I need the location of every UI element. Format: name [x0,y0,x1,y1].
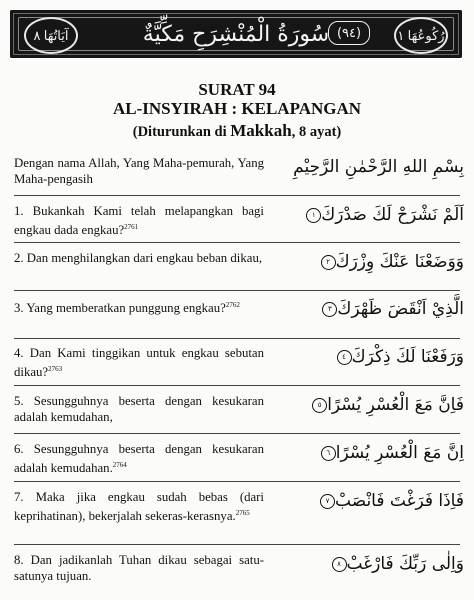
verse-divider [14,385,460,386]
basmalah-arabic: بِسْمِ اللهِ الرَّحْمٰنِ الرَّحِيْمِ [293,157,464,177]
verse-translation [14,393,264,425]
verse-divider [14,290,460,291]
ayah-count-emblem: آيَاتُهَا ٨ [24,17,78,54]
ayah-end-marker: ٨ [332,557,347,572]
surah-number-heading: SURAT 94 [198,80,276,99]
verse-arabic-text: وَاِلٰى رَبِّكَ فَارْغَبْ [346,554,464,574]
verse-divider [14,338,460,339]
verse-arabic-text: اَلَمْ نَشْرَحْ لَكَ صَدْرَكَ [321,205,464,225]
verse-translation-text: 8. Dan jadikanlah Tuhan dikau sebagai satu-satunya tujuan. [14,553,264,583]
ayah-end-marker: ٥ [312,398,327,413]
verse-divider [14,195,460,196]
verse-translation [14,552,264,584]
verse-arabic-text: وَرَفَعْنَا لَكَ ذِكْرَكَ [351,347,464,367]
verse-arabic [274,250,464,274]
verse-arabic-text: اِنَّ مَعَ الْعُسْرِ يُسْرًا [335,443,464,463]
verse-translation-text: 5. Sesungguhnya beserta dengan kesukaran adalah kemudahan, [14,394,264,424]
verse-translation [14,250,264,266]
verse-translation-text: 7. Maka jika engkau sudah bebas (dari keprihatinan), bekerjalah sekeras-kerasnya. [14,490,264,523]
verse-translation [14,441,264,476]
basmalah-translation: Dengan nama Allah, Yang Maha-pemurah, Yang Maha-pengasih [14,156,264,186]
footnote-ref: 2765 [235,509,250,517]
verse-arabic-text: وَوَضَعْنَا عَنْكَ وِزْرَكَ [335,252,464,272]
verse-translation-text: 1. Bukankah Kami telah melapangkan bagi engkau dada engkau? [14,204,264,237]
verse-arabic [274,552,464,576]
verse-divider [14,544,460,545]
verse-arabic [274,393,464,417]
verse-arabic-text: فَاِذَا فَرَغْتَ فَانْصَبْ [335,491,464,511]
footnote-ref: 2762 [225,301,240,309]
ayah-end-marker: ١ [306,208,321,223]
verse-translation [14,203,264,238]
ayah-end-marker: ٢ [321,255,336,270]
revelation-prefix: (Diturunkan di [132,124,231,140]
ayah-end-marker: ٦ [321,446,336,461]
verse-translation-text: 2. Dan menghilangkan dari engkau beban dikau, [14,251,263,265]
ayah-end-marker: ٣ [322,302,337,317]
verse-arabic-text: الَّذِيْ اَنْقَضَ ظَهْرَكَ [337,299,464,319]
revelation-city: Makkah [230,121,292,140]
revelation-info [0,121,474,141]
verse-translation-text: 3. Yang memberatkan punggung engkau? [14,301,226,315]
surah-name-heading: AL-INSYIRAH : KELAPANGAN [112,99,362,118]
surah-title-banner [10,10,462,58]
verse-translation [14,489,264,524]
ayah-end-marker: ٧ [320,494,335,509]
banner-surah-number: (٩٤) [328,21,370,45]
revelation-suffix: , 8 ayat) [291,124,342,140]
verse-arabic [274,441,464,465]
verse-translation-text: 4. Dan Kami tinggikan untuk engkau sebutan dikau? [14,346,264,379]
ayah-end-marker: ٤ [337,350,352,365]
footnote-ref: 2763 [48,365,63,373]
verse-arabic [274,489,464,513]
verse-arabic [274,345,464,369]
verse-divider [14,433,460,434]
verse-arabic [274,297,464,321]
footnote-ref: 2761 [124,223,139,231]
verse-translation-text: 6. Sesungguhnya beserta dengan kesukaran adalah kemudahan. [14,442,264,475]
verse-translation [14,345,264,380]
banner-arabic-title: سُورَةُ الْمُنْشِرَحِ مَكِّيَّةٌ [142,21,330,47]
footnote-ref: 2764 [112,461,127,469]
ruku-count-emblem: رُكُوعُهَا ١ [394,17,448,54]
verse-arabic-text: فَاِنَّ مَعَ الْعُسْرِ يُسْرًا [327,395,464,415]
verse-translation [14,297,264,316]
verse-divider [14,481,460,482]
verse-divider [14,242,460,243]
verse-arabic [274,203,464,227]
